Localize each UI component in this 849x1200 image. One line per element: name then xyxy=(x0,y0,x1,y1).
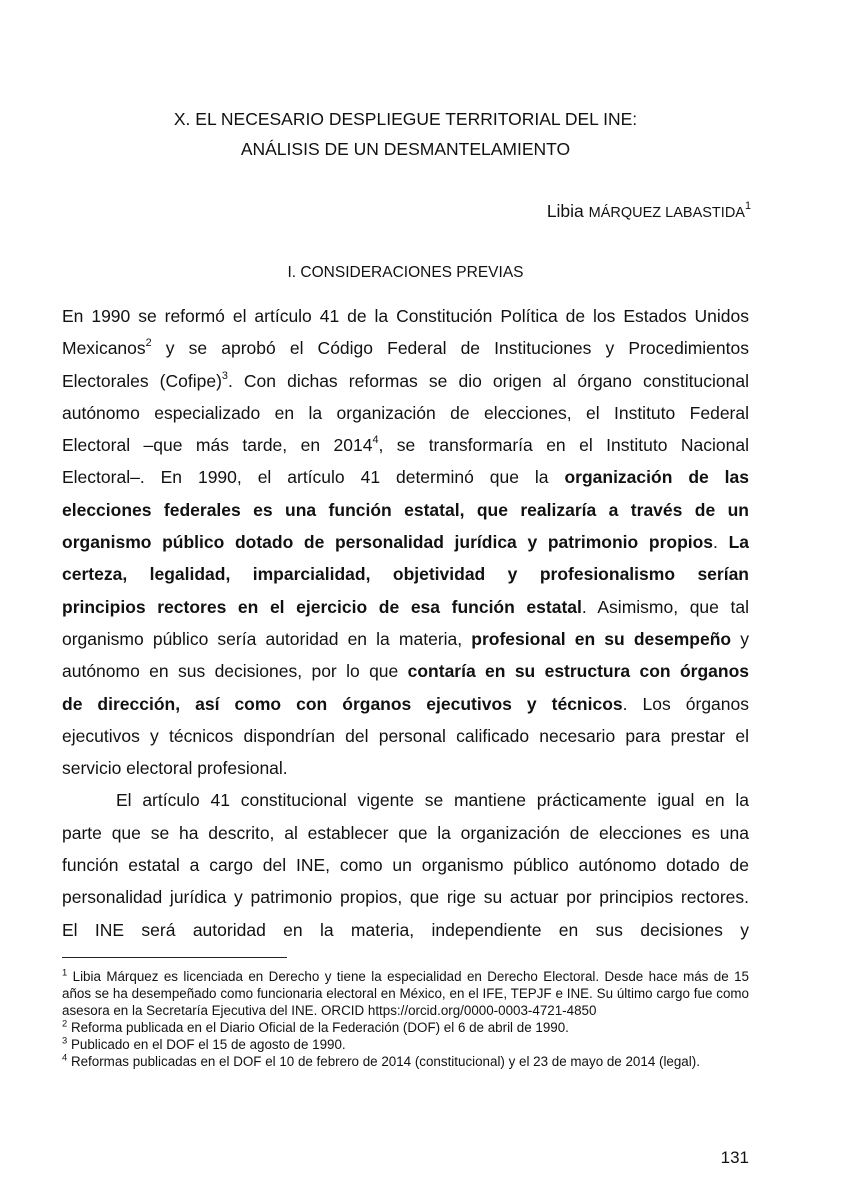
chapter-title xyxy=(62,104,749,164)
author-byline xyxy=(547,199,751,225)
bold-emphasis: certeza, legalidad, imparcialidad, objetividad y profesionalismo serían xyxy=(62,564,749,585)
bold-emphasis: elecciones federales es una función estatal, que realizaría a través de un xyxy=(62,499,749,520)
footnote-number: 4 xyxy=(62,1052,68,1063)
text-line: función estatal a cargo del INE, como un organismo público autónomo dotado de xyxy=(62,855,749,876)
text-line: organismo público dotado de personalidad jurídica y patrimonio propios. La xyxy=(62,532,749,553)
text-line: ejecutivos y técnicos dispondrían del personal calificado necesario para prestar el xyxy=(62,725,749,746)
footnotes xyxy=(62,968,749,1070)
section-heading: I. CONSIDERACIONES PREVIAS xyxy=(287,264,524,281)
footnote-marker: 2 xyxy=(145,337,152,350)
author-first-name: Libia xyxy=(546,201,589,221)
footnote-number: 2 xyxy=(62,1018,68,1029)
text-line: Electoral–. En 1990, el artículo 41 determinó que la organización de las xyxy=(62,467,750,488)
paragraph-1 xyxy=(62,300,749,784)
bold-emphasis: contaría en su estructura con órganos xyxy=(407,661,750,682)
bold-emphasis: profesional en su desempeño xyxy=(471,628,732,649)
footnote-marker: 3 xyxy=(221,369,228,382)
text-line: El INE será autoridad en la materia, independiente en sus decisiones y xyxy=(62,919,749,940)
text-line: autónomo especializado en la organización de elecciones, el Instituto Federal xyxy=(62,402,749,423)
text-line: autónomo en sus decisiones, por lo que contaría en su estructura con órganos xyxy=(62,661,750,682)
text-line: En 1990 se reformó el artículo 41 de la Constitución Política de los Estados Unidos xyxy=(62,306,749,326)
bold-emphasis: de dirección, así como con órganos ejecutivos y técnicos xyxy=(62,693,623,714)
bold-emphasis: principios rectores en el ejercicio de esa función estatal xyxy=(62,596,582,617)
chapter-title-line-1: X. EL NECESARIO DESPLIEGUE TERRITORIAL DEL INE: xyxy=(173,109,638,129)
paragraph-2 xyxy=(62,784,749,945)
footnote-3: $^3$ Publicado en el DOF el 15 de agosto de 1990. xyxy=(62,1035,346,1052)
chapter-title-line-2: ANÁLISIS DE UN DESMANTELAMIENTO xyxy=(240,139,571,159)
text-line: parte que se ha descrito, al establecer que la organización de elecciones es una xyxy=(62,822,749,843)
page-number: 131 xyxy=(720,1148,749,1167)
text-line: principios rectores en el ejercicio de esa función estatal. Asimismo, que tal xyxy=(62,596,749,617)
text-line xyxy=(62,494,749,526)
text-line: de dirección, así como con órganos ejecutivos y técnicos. Los órganos xyxy=(62,693,749,714)
footnote-4: $^4$ Reformas publicadas en el DOF el 10 de febrero de 2014 (constitucional) y el 23 de mayo de 2014 (legal). xyxy=(62,1052,700,1069)
author-last-name: MÁRQUEZ LABASTIDA xyxy=(588,205,745,221)
text-line: Electoral –que más tarde, en 2014$^4$, se transformaría en el Instituto Nacional xyxy=(62,434,749,456)
footnote-1: $^1$ Libia Márquez es licenciada en Derecho y tiene la especialidad en Derecho Electoral. Desde hace más de 15 años se ha desempeñado como funcionaria electoral en México, en el IFE, TEPJF e INE. Su último cargo fue como asesora en la Secretaría Ejecutiva del INE. ORCID https://orcid.org/0000-0003-4721-4850 xyxy=(62,967,749,1018)
footnote-separator xyxy=(62,957,287,958)
text-line: El artículo 41 constitucional vigente se mantiene prácticamente igual en la xyxy=(116,790,749,811)
text-line: personalidad jurídica y patrimonio propios, que rige su actuar por principios rectores. xyxy=(62,887,749,908)
bold-emphasis: organismo público dotado de personalidad jurídica y patrimonio propios xyxy=(62,532,714,553)
author-footnote-marker: 1 xyxy=(744,199,751,212)
text-line: Electorales (Cofipe)$^3$. Con dichas reformas se dio origen al órgano constitucional xyxy=(62,369,749,391)
body-text xyxy=(62,300,749,946)
bold-emphasis: La xyxy=(728,532,749,553)
footnote-2: $^2$ Reforma publicada en el Diario Oficial de la Federación (DOF) el 6 de abril de 1990. xyxy=(62,1018,569,1035)
footnote-marker: 4 xyxy=(372,434,379,447)
bold-emphasis: organización de las xyxy=(564,467,750,488)
text-line: organismo público sería autoridad en la materia, profesional en su desempeño y xyxy=(62,628,749,649)
text-line: Mexicanos$^2$ y se aprobó el Código Federal de Instituciones y Procedimientos xyxy=(62,337,749,359)
footnote-number: 1 xyxy=(62,967,68,978)
text-line: servicio electoral profesional. xyxy=(62,758,288,779)
text-line xyxy=(62,558,749,590)
footnote-number: 3 xyxy=(62,1035,68,1046)
